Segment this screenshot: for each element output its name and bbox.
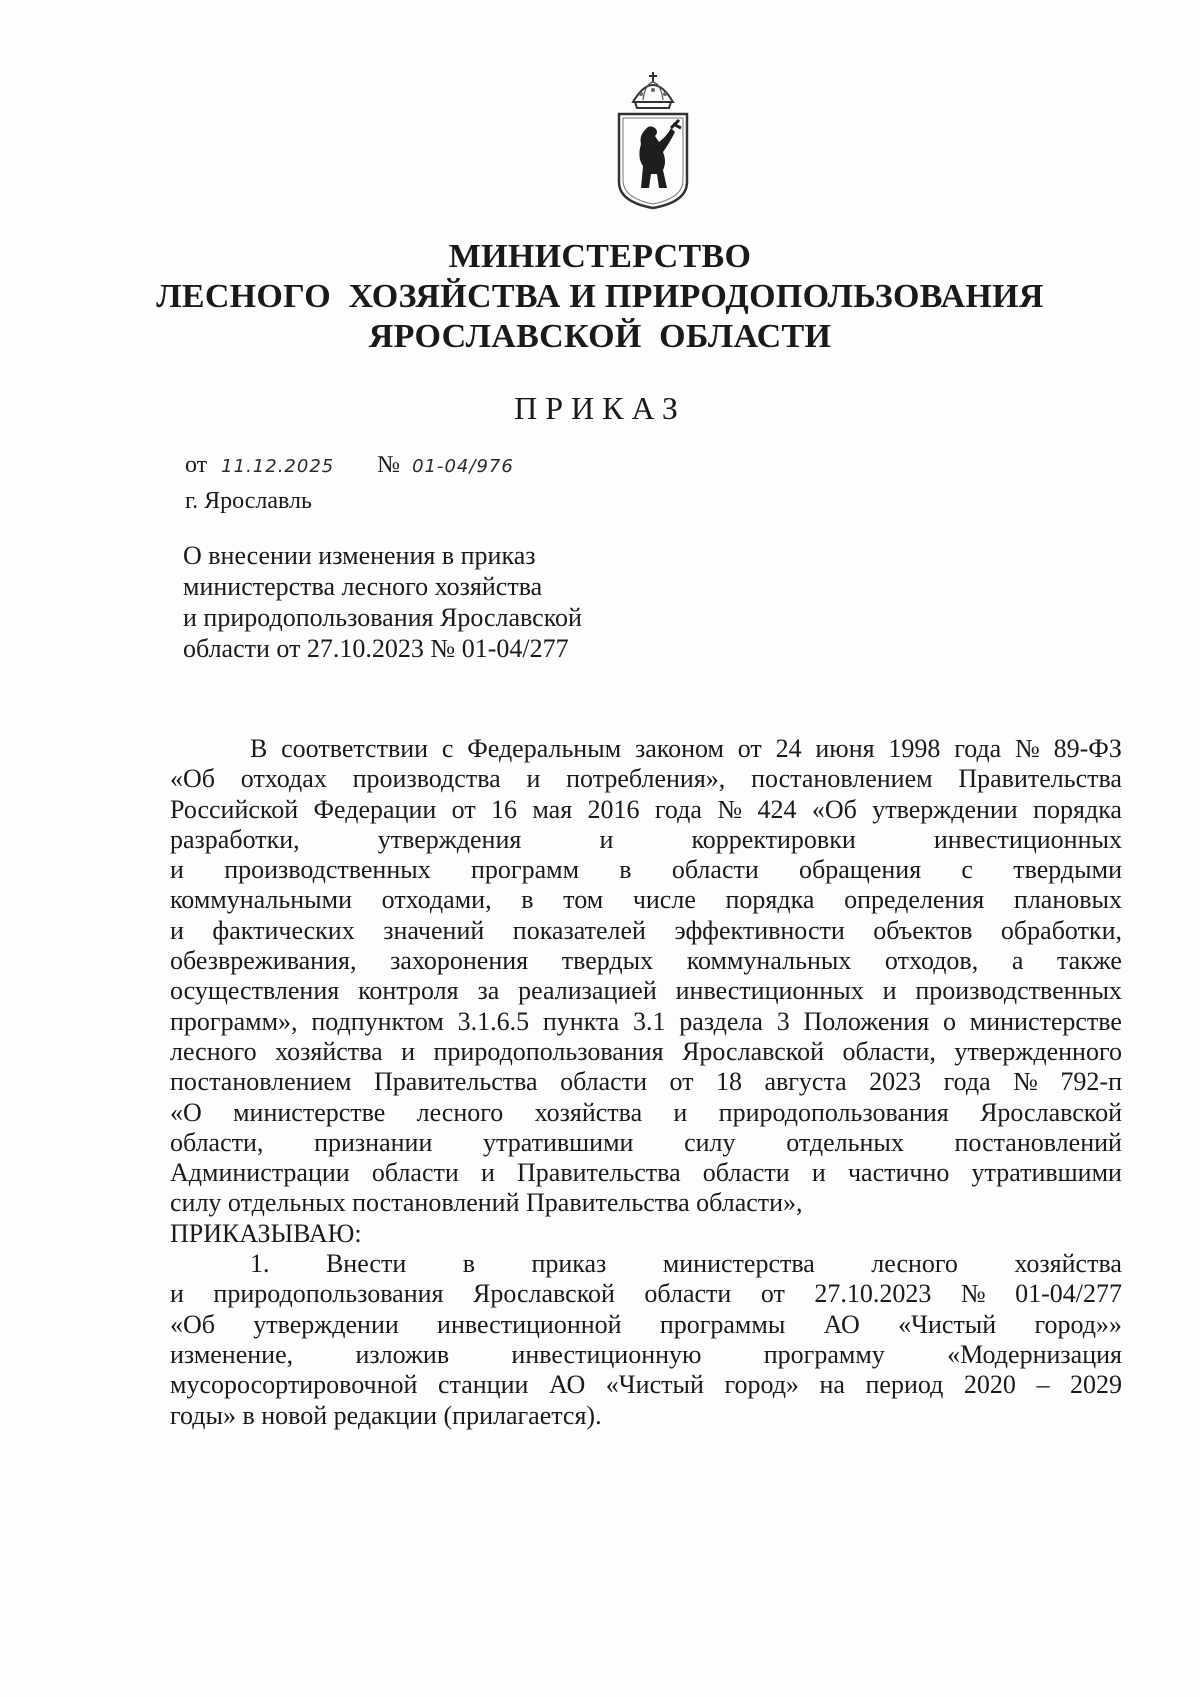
body-line: и производственных программ в области обращения с твердыми [170,855,1122,885]
body-line: ПРИКАЗЫВАЮ: [170,1218,362,1248]
handwritten-date: 11.12.2025 [221,456,335,477]
document-subject [183,540,582,664]
body-line: осуществления контроля за реализацией инвестиционных и производственных [170,976,1122,1006]
date-number-line [185,448,514,484]
body-line: В соответствии с Федеральным законом от 24 июня 1998 года № 89-ФЗ [250,734,1122,763]
body-line: коммунальными отходами, в том числе порядка определения плановых [170,885,1122,915]
subject-line: министерства лесного хозяйства [183,572,543,601]
handwritten-number: 01-04/976 [412,456,514,477]
subject-line: и природопользования Ярославской [183,603,582,632]
subject-line: О внесении изменения в приказ [183,541,536,570]
body-line: силу отдельных постановлений Правительства области», [170,1188,803,1218]
number-prefix: № [377,452,401,478]
document-type-title: ПРИКАЗ [514,390,686,426]
body-line: и природопользования Ярославской области от 27.10.2023 № 01-04/277 [170,1279,1122,1309]
body-line: и фактических значений показателей эффективности объектов обработки, [170,915,1122,945]
body-line: лесного хозяйства и природопользования Ярославской области, утвержденного [170,1036,1122,1066]
body-line: постановлением Правительства области от 18 августа 2023 года № 792-п [170,1067,1122,1097]
coat-of-arms-emblem [613,70,693,210]
body-line: годы» в новой редакции (прилагается). [170,1400,602,1430]
body-line: изменение, изложив инвестиционную программу «Модернизация [170,1339,1122,1369]
document-meta [185,448,514,518]
body-line: программ», подпунктом 3.1.6.5 пункта 3.1 раздела 3 Положения о министерстве [170,1006,1122,1036]
body-line: «О министерстве лесного хозяйства и природопользования Ярославской [170,1097,1122,1127]
body-line: области, признании утратившими силу отдельных постановлений [170,1127,1122,1157]
body-line: Администрации области и Правительства области и частично утратившими [170,1158,1122,1188]
body-line: обезвреживания, захоронения твердых коммунальных отходов, а также [170,946,1122,976]
document-body [170,734,1122,1431]
subject-line: области от 27.10.2023 № 01-04/277 [183,634,569,663]
body-line: «Об отходах производства и потребления», постановлением Правительства [170,764,1122,794]
heading-line-1: МИНИСТЕРСТВО [448,238,752,275]
body-line: разработки, утверждения и корректировки инвестиционных [170,824,1122,854]
body-line: 1. Внести в приказ министерства лесного хозяйства [250,1249,1122,1279]
heading-line-3: ЯРОСЛАВСКОЙ ОБЛАСТИ [368,318,832,355]
date-prefix: от [185,452,208,478]
heading-line-2: ЛЕСНОГО ХОЗЯЙСТВА И ПРИРОДОПОЛЬЗОВАНИЯ [156,278,1044,315]
body-line: «Об утверждении инвестиционной программы АО «Чистый город»» [170,1309,1122,1339]
body-line: мусоросортировочной станции АО «Чистый город» на период 2020 – 2029 [170,1370,1122,1400]
city-name: г. Ярославль [185,488,312,514]
ministry-heading [150,237,1050,357]
body-line: Российской Федерации от 16 мая 2016 года № 424 «Об утверждении порядка [170,794,1122,824]
